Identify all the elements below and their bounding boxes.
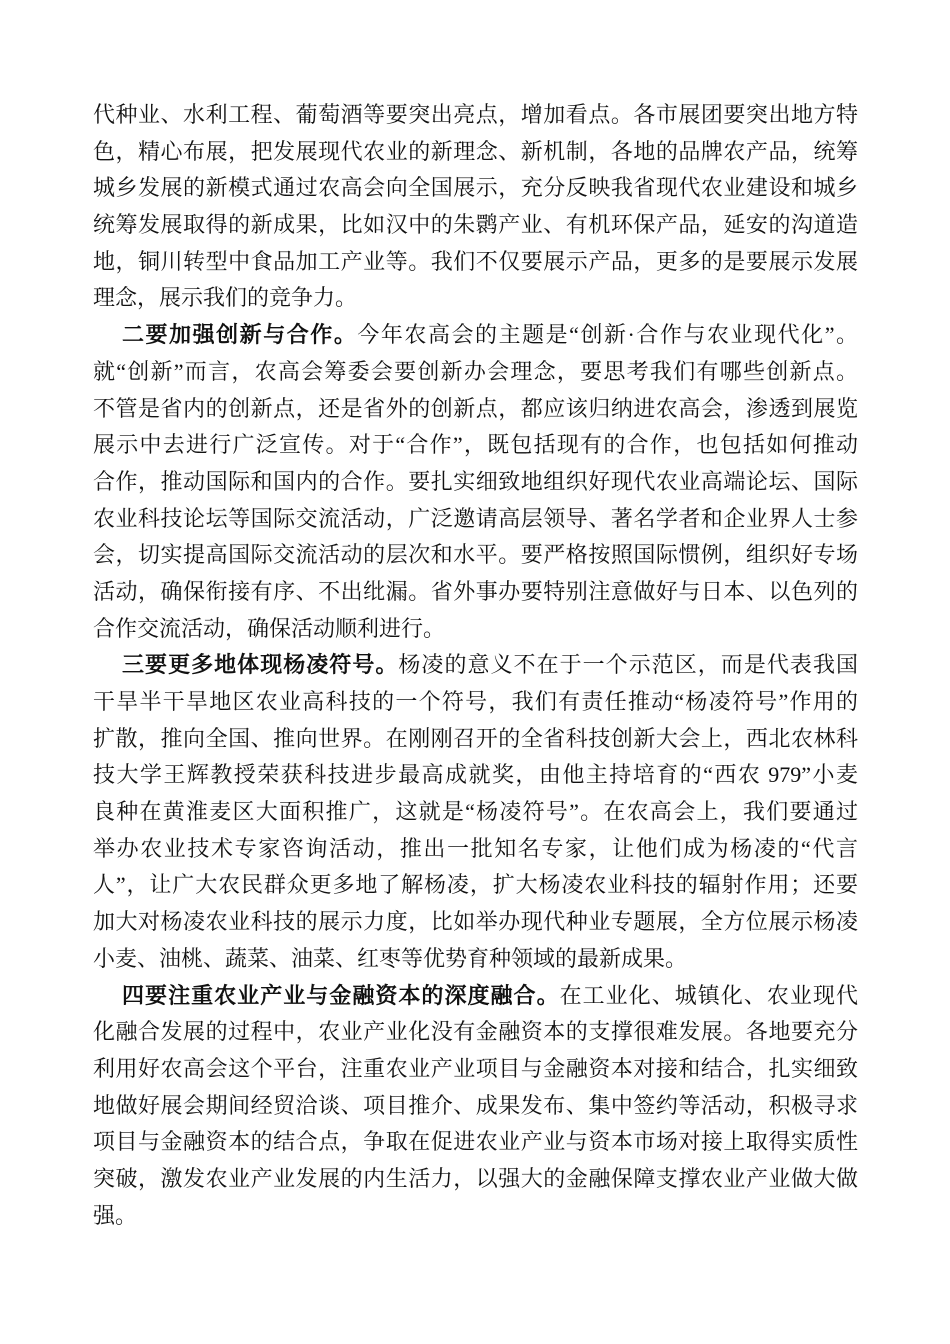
text-line [93,1088,858,1125]
text-line [93,1014,858,1051]
line-text: 强。 [93,1202,138,1228]
line-text: 会，切实提高国际交流活动的层次和水平。要严格按照国际惯例，组织好专场 [93,542,858,568]
paragraph [93,978,858,1235]
line-text: 良种在黄淮麦区大面积推广，这就是“杨凌符号”。在农高会上，我们要通过 [93,799,858,825]
line-text: 城乡发展的新模式通过农高会向全国展示，充分反映我省现代农业建设和城乡 [93,175,858,201]
paragraph [93,317,858,647]
text-line [93,684,858,721]
text-line [93,611,858,648]
line-text: 小麦、油桃、蔬菜、油菜、红枣等优势育种领域的最新成果。 [93,945,688,971]
text-line [93,537,858,574]
paragraph [93,647,858,977]
line-text: 展示中去进行广泛宣传。对于“合作”，既包括现有的合作，也包括如何推动 [93,432,858,458]
text-line [93,207,858,244]
text-line [93,501,858,538]
line-text: 人”，让广大农民群众更多地了解杨凌，扩大杨凌农业科技的辐射作用；还要 [93,872,858,898]
text-line [93,904,858,941]
line-text: 合作，推动国际和国内的合作。要扎实细致地组织好现代农业高端论坛、国际 [93,468,858,494]
text-line [93,941,858,978]
line-text: 利用好农高会这个平台，注重农业产业项目与金融资本对接和结合，扎实细致 [93,1055,858,1081]
text-line [93,757,858,794]
line-text: 合作交流活动，确保活动顺利进行。 [93,615,446,641]
line-text: 加大对杨凌农业科技的展示力度，比如举办现代种业专题展，全方位展示杨凌 [93,909,858,935]
text-line [93,1161,858,1198]
paragraph-heading: 二要加强创新与合作。 [122,322,358,348]
text-line [93,354,858,391]
document-body [93,97,858,1234]
text-line [93,1051,858,1088]
line-text: 代种业、水利工程、葡萄酒等要突出亮点，增加看点。各市展团要突出地方特 [93,102,858,127]
line-text: 项目与金融资本的结合点，争取在促进农业产业与资本市场对接上取得实质性 [93,1129,858,1155]
paragraph-heading: 三要更多地体现杨凌符号。 [122,652,399,678]
line-text: 不管是省内的创新点，还是省外的创新点，都应该归纳进农高会，渗透到展览 [93,395,858,421]
line-text: 今年农高会的主题是“创新·合作与农业现代化”。 [357,322,858,348]
text-line [93,280,858,317]
line-text: 突破，激发农业产业发展的内生活力，以强大的金融保障支撑农业产业做大做 [93,1165,858,1191]
text-line [93,317,858,354]
text-line [93,1198,858,1235]
text-line [93,794,858,831]
line-text: 统筹发展取得的新成果，比如汉中的朱鹮产业、有机环保产品，延安的沟道造 [93,212,858,238]
text-line [93,721,858,758]
line-text: 地，铜川转型中食品加工产业等。我们不仅要展示产品，更多的是要展示发展 [93,248,858,274]
line-text: 地做好展会期间经贸洽谈、项目推介、成果发布、集中签约等活动，积极寻求 [93,1092,858,1118]
text-line [93,464,858,501]
line-text: 农业科技论坛等国际交流活动，广泛邀请高层领导、著名学者和企业界人士参 [93,505,858,531]
text-line [93,574,858,611]
paragraph-heading: 四要注重农业产业与金融资本的深度融合。 [122,982,560,1008]
text-line [93,97,858,134]
line-text: 技大学王辉教授荣获科技进步最高成就奖，由他主持培育的“西农 979”小麦 [93,762,858,788]
line-text: 理念，展示我们的竞争力。 [93,285,358,311]
text-line [93,831,858,868]
text-line [93,1124,858,1161]
line-text: 举办农业技术专家咨询活动，推出一批知名专家，让他们成为杨凌的“代言 [93,835,858,861]
line-text: 就“创新”而言，农高会筹委会要创新办会理念，要思考我们有哪些创新点。 [93,358,858,384]
text-line [93,867,858,904]
paragraph [93,97,858,317]
line-text: 干旱半干旱地区农业高科技的一个符号，我们有责任推动“杨凌符号”作用的 [93,689,858,714]
line-text: 杨凌的意义不在于一个示范区，而是代表我国 [398,652,858,678]
line-text: 活动，确保衔接有序、不出纰漏。省外事办要特别注意做好与日本、以色列的 [93,578,858,604]
text-line [93,391,858,428]
text-line [93,427,858,464]
text-line [93,647,858,684]
line-text: 化融合发展的过程中，农业产业化没有金融资本的支撑很难发展。各地要充分 [93,1019,858,1045]
line-text: 色，精心布展，把发展现代农业的新理念、新机制，各地的品牌农产品，统筹 [93,138,858,164]
text-line [93,170,858,207]
text-line [93,134,858,171]
line-text: 在工业化、城镇化、农业现代 [559,982,858,1008]
text-line [93,978,858,1015]
text-line [93,244,858,281]
line-text: 扩散，推向全国、推向世界。在刚刚召开的全省科技创新大会上，西北农林科 [93,725,858,751]
